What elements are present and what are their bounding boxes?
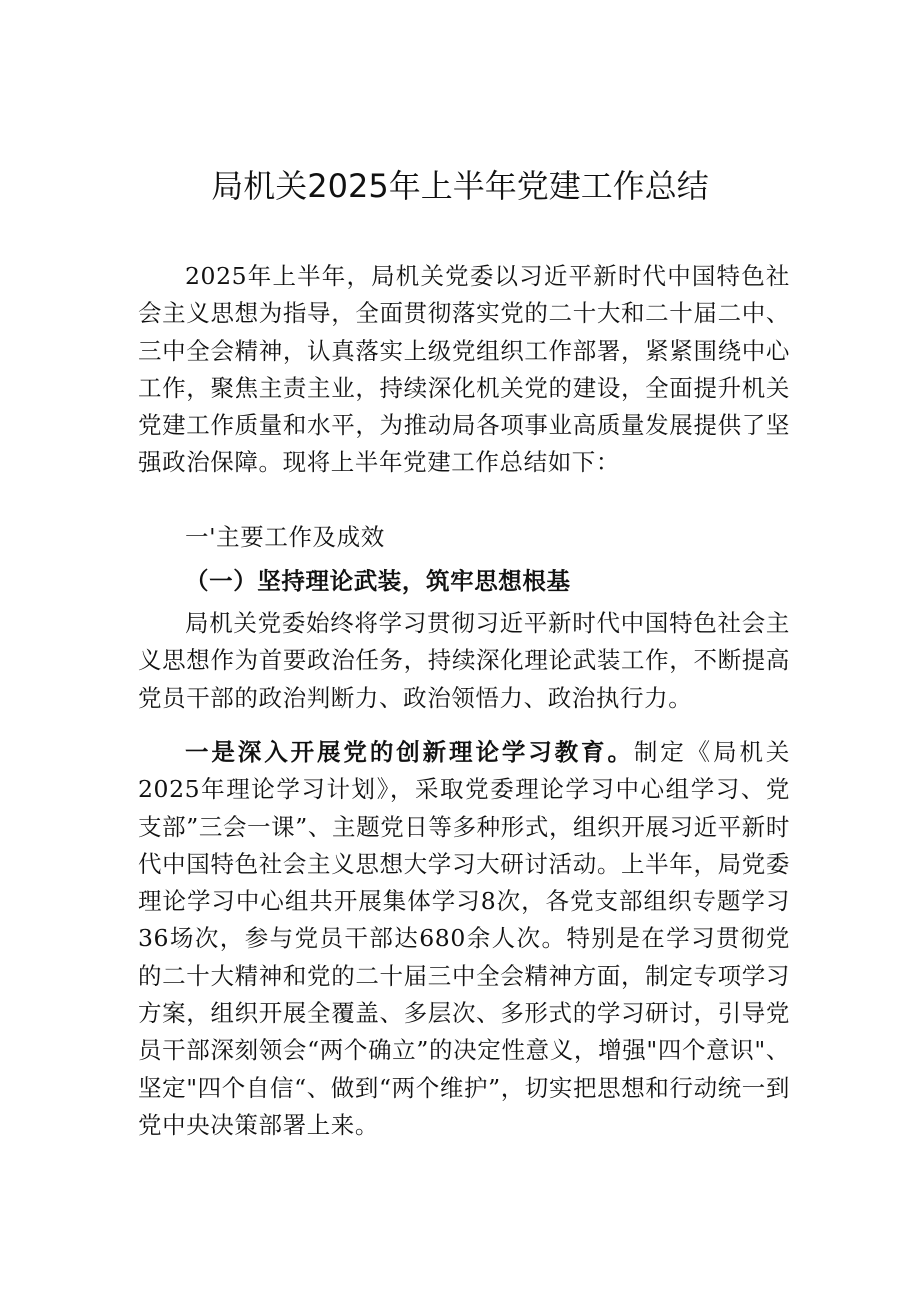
point-one-lead: 一是深入开展党的创新理论学习教育。	[185, 738, 634, 766]
section-heading: 一'主要工作及成效	[185, 523, 385, 551]
document-title: 局机关2025年上半年党建工作总结	[211, 167, 709, 205]
point-one-body: 制定《局机关2025年理论学习计划》，采取党委理论学习中心组学习、党支部”三会一课”、主题党日等多种形式，组织开展习近平新时代中国特色社会主义思想大学习大研讨活动。上半年，局党委理论学习中心组共开展集体学习8次，各党支部组织专题学习36场次，参与党员干部达680余人次。特别是在学习贯彻党的二十大精神和党的二十届三中全会精神方面，制定专项学习方案，组织开展全覆盖、多层次、多形式的学习研讨，引导党员干部深刻领会“两个确立”的决定性意义，增强"四个意识"、坚定"四个自信“、做到“两个维护”，切实把思想和行动统一到党中央决策部署上来。	[138, 738, 790, 1139]
intro-paragraph: 2025年上半年，局机关党委以习近平新时代中国特色社会主义思想为指导，全面贯彻落实党的二十大和二十届二中、三中全会精神，认真落实上级党组织工作部署，紧紧围绕中心工作，聚焦主责主业，持续深化机关党的建设，全面提升机关党建工作质量和水平，为推动局各项事业高质量发展提供了坚强政治保障。现将上半年党建工作总结如下：	[138, 262, 790, 477]
point-one-paragraph	[138, 734, 790, 1144]
subsection-heading: （一）坚持理论武装，筑牢思想根基	[185, 567, 571, 595]
subsection-paragraph: 局机关党委始终将学习贯彻习近平新时代中国特色社会主义思想作为首要政治任务，持续深化理论武装工作，不断提高党员干部的政治判断力、政治领悟力、政治执行力。	[138, 609, 790, 712]
